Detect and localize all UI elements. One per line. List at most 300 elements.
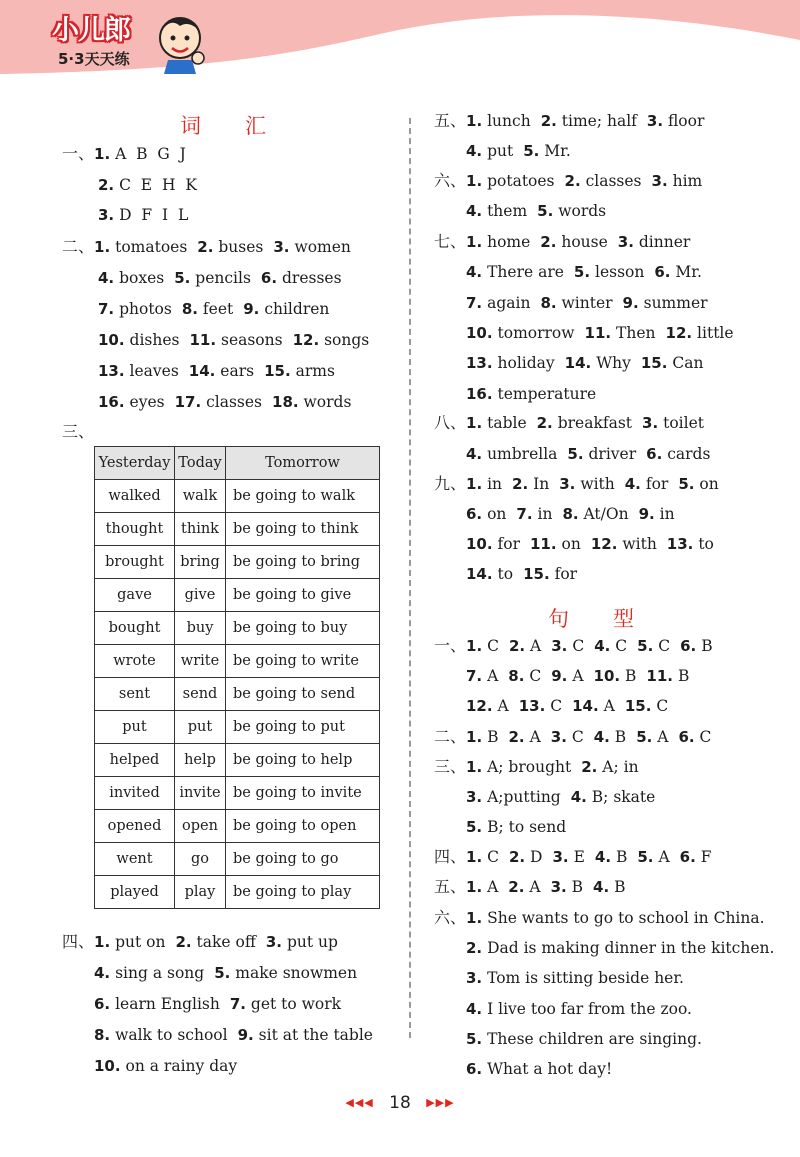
answer-index: 5.	[567, 444, 584, 463]
cell-tomorrow: be going to walk	[226, 480, 380, 513]
answer-text: B	[571, 878, 584, 896]
vocab-section-2-number: 二、	[62, 237, 95, 256]
cell-yesterday: played	[95, 876, 175, 909]
cell-yesterday: bought	[95, 612, 175, 645]
vocab-section-7-number: 七、	[434, 232, 467, 251]
answer-text: home	[487, 233, 531, 251]
answer-item	[623, 294, 708, 312]
answer-item	[625, 697, 668, 715]
answer-index: 8.	[181, 300, 198, 318]
cell-tomorrow: be going to open	[226, 810, 380, 843]
answer-index: 16.	[98, 393, 125, 411]
vocab-section-6-line	[466, 201, 616, 221]
answer-text: A	[603, 697, 615, 715]
answer-text: B	[701, 637, 713, 655]
table-row	[95, 843, 380, 876]
answer-item	[680, 848, 712, 866]
answer-index: 9.	[622, 293, 639, 312]
answer-index: 9.	[243, 300, 260, 318]
answer-text: sing a song	[115, 964, 205, 982]
answer-item	[572, 697, 615, 715]
answer-item	[565, 354, 631, 372]
answer-text: C	[529, 667, 542, 685]
answer-text: walk to school	[115, 1026, 228, 1044]
vocab-section-5-number: 五、	[434, 111, 467, 130]
answer-index: 10.	[466, 535, 493, 553]
sentence-section-2-line	[434, 727, 721, 747]
answer-index: 5.	[466, 818, 483, 836]
vocab-section-1-line	[98, 205, 198, 225]
answer-item	[639, 505, 675, 523]
answer-index: 14.	[564, 354, 592, 373]
answer-index: 5.	[637, 848, 654, 866]
answer-text: umbrella	[487, 444, 558, 463]
answer-index: 12.	[466, 697, 493, 715]
answer-text: holiday	[497, 354, 555, 373]
answer-item	[537, 414, 632, 432]
answer-index: 15.	[523, 565, 550, 583]
answer-index: 3.	[646, 112, 664, 130]
answer-text: C	[699, 728, 712, 746]
answer-text: C	[615, 637, 628, 655]
answer-text: I live too far from the zoo.	[487, 999, 692, 1018]
answer-text: A	[658, 848, 670, 866]
answer-index: 4.	[94, 964, 111, 982]
vocab-section-1-line	[62, 144, 196, 164]
answer-item	[516, 505, 552, 523]
answer-text: B	[487, 728, 499, 746]
answer-text: summer	[643, 293, 708, 312]
brand-title: 小儿郎	[52, 15, 130, 46]
answer-item	[552, 848, 584, 866]
answer-index: 11.	[189, 331, 217, 349]
answer-item	[94, 995, 220, 1013]
answer-index: 14.	[188, 362, 216, 380]
answer-index: 3.	[617, 233, 634, 251]
answer-item	[618, 233, 691, 251]
cell-yesterday: went	[95, 843, 175, 876]
table-row	[95, 810, 380, 843]
answer-index: 3.	[559, 475, 576, 493]
answer-item	[594, 637, 627, 655]
vocab-section-7-line	[466, 353, 713, 373]
answer-index: 1.	[466, 728, 483, 746]
vocab-section-9-line	[466, 534, 724, 554]
answer-item	[680, 637, 712, 655]
answer-text: again	[487, 293, 531, 312]
answer-item	[641, 354, 704, 372]
mascot-icon	[150, 8, 210, 74]
answer-index: 1.	[94, 145, 111, 163]
answer-index: 3.	[98, 206, 115, 224]
sentence-section-1-number: 一、	[434, 636, 467, 655]
table-row	[95, 744, 380, 777]
answer-text: tomatoes	[115, 238, 188, 256]
answer-index: 10.	[466, 323, 493, 342]
answer-text: tomorrow	[497, 323, 575, 342]
answer-text: dresses	[282, 269, 342, 287]
answer-index: 1.	[466, 758, 483, 776]
answer-item	[466, 112, 531, 130]
answer-text: dinner	[638, 233, 691, 251]
cell-today: send	[175, 678, 226, 711]
answer-item	[646, 667, 689, 685]
answer-text: B; skate	[591, 788, 656, 806]
page-number: 18	[389, 1093, 411, 1113]
answer-text: make snowmen	[235, 964, 358, 982]
answer-index: 13.	[666, 535, 694, 553]
answer-item	[647, 112, 705, 130]
answer-item	[666, 324, 734, 342]
page-footer	[0, 1093, 800, 1113]
cell-today: walk	[175, 480, 226, 513]
vocab-section-3-line	[62, 422, 94, 442]
answer-index: 1.	[94, 238, 111, 256]
brand-logo	[52, 8, 202, 72]
answer-index: 2.	[564, 172, 581, 190]
sentence-section-5-line	[434, 877, 636, 897]
answer-text: on	[487, 505, 507, 523]
answer-text: words	[303, 393, 352, 411]
answer-text: C	[571, 728, 584, 746]
table-row	[95, 513, 380, 546]
answer-item	[466, 848, 499, 866]
answer-item	[466, 263, 564, 281]
vocab-section-5-line	[434, 111, 714, 131]
answer-item	[261, 269, 342, 287]
answer-item	[551, 667, 583, 685]
answer-text: A	[487, 667, 499, 685]
answer-item	[581, 758, 638, 776]
answer-index: 2.	[508, 728, 525, 746]
answer-index: 2.	[536, 414, 553, 432]
answer-index: 3.	[651, 172, 668, 190]
answer-index: 12.	[665, 323, 693, 342]
vocab-section-7-line	[466, 293, 718, 313]
answer-index: 11.	[530, 535, 557, 553]
sentence-section-6-line	[466, 999, 702, 1019]
answer-text: him	[672, 172, 703, 190]
answer-index: 5.	[678, 475, 695, 493]
answer-item	[94, 964, 204, 982]
sentence-section-6-line	[434, 908, 775, 928]
answer-item	[466, 818, 566, 836]
answer-item	[646, 445, 710, 463]
vocab-section-7-line	[434, 232, 700, 252]
answer-item	[508, 728, 540, 746]
answer-item	[565, 172, 642, 190]
sentence-section-6-line	[466, 938, 784, 958]
answer-item	[293, 331, 370, 349]
answer-text: on	[699, 475, 719, 493]
answer-index: 18.	[272, 393, 299, 411]
answer-item	[466, 969, 684, 987]
sentence-section-6-line	[466, 968, 694, 988]
vocab-section-2-line	[98, 299, 339, 319]
answer-index: 6.	[466, 1060, 483, 1078]
answer-item	[537, 202, 606, 220]
answer-text: floor	[667, 112, 705, 130]
answer-text: get to work	[250, 995, 342, 1013]
answer-text: on	[561, 535, 581, 553]
answer-index: 1.	[466, 172, 483, 190]
answer-item	[466, 535, 520, 553]
answer-item	[593, 878, 625, 896]
vocab-section-4-line	[94, 963, 367, 983]
cell-tomorrow: be going to put	[226, 711, 380, 744]
answer-index: 11.	[584, 323, 612, 342]
column-divider	[409, 118, 411, 1038]
answer-text: eyes	[129, 393, 165, 411]
answer-index: 16.	[466, 384, 493, 403]
cell-yesterday: helped	[95, 744, 175, 777]
answer-item	[466, 414, 527, 432]
answer-index: 5.	[174, 269, 191, 287]
answer-text: little	[697, 323, 734, 342]
sentence-section-4-number: 四、	[434, 847, 467, 866]
answer-text: D F I L	[119, 206, 189, 224]
answer-index: 9.	[551, 667, 568, 685]
answer-index: 4.	[466, 263, 483, 282]
answer-text: A; brought	[487, 758, 572, 776]
answer-item	[591, 535, 657, 553]
answer-text: feet	[202, 300, 234, 318]
answer-text: A	[497, 697, 509, 715]
answer-item	[562, 505, 628, 523]
answer-item	[466, 758, 571, 776]
answer-text: breakfast	[557, 414, 633, 432]
answer-item	[678, 475, 718, 493]
answer-item	[595, 848, 627, 866]
table-row	[95, 612, 380, 645]
answer-item	[98, 176, 197, 194]
answer-text: Why	[596, 354, 631, 373]
answer-index: 5.	[537, 202, 554, 220]
sentence-section-3-line	[466, 817, 576, 837]
table-row	[95, 480, 380, 513]
answer-text: house	[561, 233, 608, 251]
answer-text: women	[294, 238, 351, 256]
answer-item	[466, 505, 506, 523]
answer-item	[551, 728, 584, 746]
answer-index: 5.	[214, 964, 231, 982]
answer-index: 3.	[550, 728, 567, 746]
answer-index: 8.	[94, 1026, 111, 1044]
answer-text: F	[700, 848, 712, 866]
answer-item	[466, 445, 557, 463]
answer-index: 4.	[593, 878, 610, 896]
vocab-section-4-line	[94, 1056, 247, 1076]
answer-item	[571, 788, 656, 806]
answer-index: 3.	[265, 933, 282, 951]
vocab-section-9-line	[466, 504, 685, 524]
answer-index: 12.	[292, 331, 320, 349]
answer-item	[175, 933, 255, 951]
brand-series: 5·3天天练	[58, 50, 130, 68]
cell-today: put	[175, 711, 226, 744]
answer-item	[594, 667, 637, 685]
answer-index: 10.	[98, 331, 125, 349]
answer-index: 6.	[679, 848, 696, 866]
answer-index: 6.	[646, 444, 663, 463]
answer-index: 5.	[637, 637, 654, 655]
answer-item	[637, 637, 670, 655]
answer-item	[175, 393, 262, 411]
answer-item	[654, 263, 702, 281]
answer-item	[182, 300, 233, 318]
answer-index: 3.	[550, 878, 567, 896]
cell-today: buy	[175, 612, 226, 645]
cell-tomorrow: be going to buy	[226, 612, 380, 645]
answer-item	[466, 142, 513, 160]
answer-item	[652, 172, 703, 190]
answer-text: arms	[295, 362, 335, 380]
answer-item	[508, 667, 541, 685]
answer-text: them	[487, 202, 528, 220]
vocab-section-8-line	[466, 444, 720, 464]
vocab-section-7-line	[466, 323, 744, 343]
answer-item	[559, 475, 615, 493]
answer-index: 3.	[551, 637, 568, 655]
answer-text: These children are singing.	[487, 1029, 702, 1048]
cell-tomorrow: be going to play	[226, 876, 380, 909]
answer-index: 5.	[573, 263, 591, 282]
answer-index: 5.	[523, 142, 540, 160]
answer-index: 4.	[466, 202, 483, 220]
vocab-section-9-line	[466, 564, 587, 584]
answer-item	[98, 362, 179, 380]
answer-index: 1.	[94, 933, 111, 951]
answer-text: time; half	[561, 112, 637, 130]
answer-text: for	[497, 535, 520, 553]
answer-item	[98, 393, 165, 411]
answer-item	[519, 697, 562, 715]
answer-item	[567, 445, 636, 463]
answer-text: In	[533, 475, 550, 493]
answer-index: 14.	[466, 565, 493, 583]
cell-tomorrow: be going to write	[226, 645, 380, 678]
answer-text: Tom is sitting beside her.	[487, 969, 684, 988]
cell-today: give	[175, 579, 226, 612]
answer-text: B	[615, 848, 628, 866]
answer-index: 6.	[466, 505, 483, 523]
answer-index: 1.	[466, 475, 483, 493]
answer-index: 7.	[516, 505, 533, 523]
answer-text: A	[529, 728, 541, 746]
table-row	[95, 645, 380, 678]
cell-yesterday: brought	[95, 546, 175, 579]
answer-index: 2.	[540, 112, 557, 130]
answer-item	[523, 565, 577, 583]
answer-index: 2.	[98, 175, 115, 194]
vocab-section-2-line	[62, 237, 361, 257]
answer-text: with	[580, 475, 615, 493]
cell-yesterday: invited	[95, 777, 175, 810]
answer-item	[94, 145, 186, 163]
answer-text: buses	[218, 238, 264, 256]
answer-item	[585, 324, 656, 342]
answer-text: put on	[115, 933, 166, 951]
table-row	[95, 579, 380, 612]
answer-item	[540, 294, 612, 312]
answer-text: There are	[487, 263, 564, 282]
answer-item	[230, 995, 341, 1013]
vocab-section-6-number: 六、	[434, 171, 467, 190]
answer-text: pencils	[195, 269, 251, 287]
answer-index: 1.	[466, 233, 483, 251]
answer-index: 2.	[508, 637, 526, 655]
table-row	[95, 678, 380, 711]
sentence-section-6-number: 六、	[434, 908, 467, 927]
answer-text: Then	[616, 323, 656, 342]
answer-item	[512, 475, 549, 493]
sentence-section-5-number: 五、	[434, 877, 467, 896]
answer-text: dishes	[129, 331, 180, 349]
cell-tomorrow: be going to help	[226, 744, 380, 777]
answer-text: A	[529, 878, 541, 896]
answer-item	[189, 331, 282, 349]
vocab-section-1-line	[98, 175, 207, 195]
vocab-section-2-line	[98, 330, 379, 350]
answer-item	[98, 269, 164, 287]
answer-text: C	[658, 637, 671, 655]
answer-text: C	[656, 697, 669, 715]
answer-item	[509, 637, 541, 655]
answer-item	[667, 535, 714, 553]
answer-item	[551, 878, 583, 896]
cell-tomorrow: be going to bring	[226, 546, 380, 579]
answer-item	[530, 535, 581, 553]
cell-today: bring	[175, 546, 226, 579]
answer-item	[466, 565, 513, 583]
answer-item	[466, 878, 498, 896]
answer-item	[466, 788, 561, 806]
answer-item	[523, 142, 571, 160]
answer-index: 6.	[654, 263, 671, 282]
answer-index: 7.	[466, 667, 483, 685]
answer-index: 6.	[680, 637, 697, 655]
vocab-section-9-number: 九、	[434, 474, 467, 493]
answer-text: put up	[286, 933, 338, 951]
answer-index: 1.	[466, 909, 483, 927]
answer-text: Dad is making dinner in the kitchen.	[487, 939, 775, 958]
answer-index: 2.	[175, 933, 192, 951]
answer-item	[466, 909, 765, 927]
vocab-section-7-line	[466, 384, 606, 404]
answer-text: lunch	[487, 112, 531, 130]
sentence-section-3-line	[434, 757, 649, 777]
answer-text: on a rainy day	[125, 1057, 238, 1075]
answer-index: 2.	[466, 939, 483, 958]
answer-item	[272, 393, 351, 411]
answer-index: 13.	[98, 362, 125, 380]
answer-text: learn English	[115, 995, 220, 1013]
answer-item	[98, 206, 188, 224]
answer-index: 3.	[273, 238, 290, 256]
answer-text: sit at the table	[258, 1026, 373, 1044]
answer-index: 3.	[642, 414, 659, 432]
cell-today: open	[175, 810, 226, 843]
answer-text: to	[698, 535, 714, 553]
header-today: Today	[175, 447, 226, 480]
answer-text: A B G J	[115, 145, 186, 163]
answer-item	[466, 172, 555, 190]
sentence-section-1-line	[466, 666, 699, 686]
answer-text: C	[550, 697, 563, 715]
vocab-section-3-number: 三、	[62, 422, 95, 441]
answer-index: 7.	[229, 995, 246, 1013]
answer-item	[98, 331, 179, 349]
